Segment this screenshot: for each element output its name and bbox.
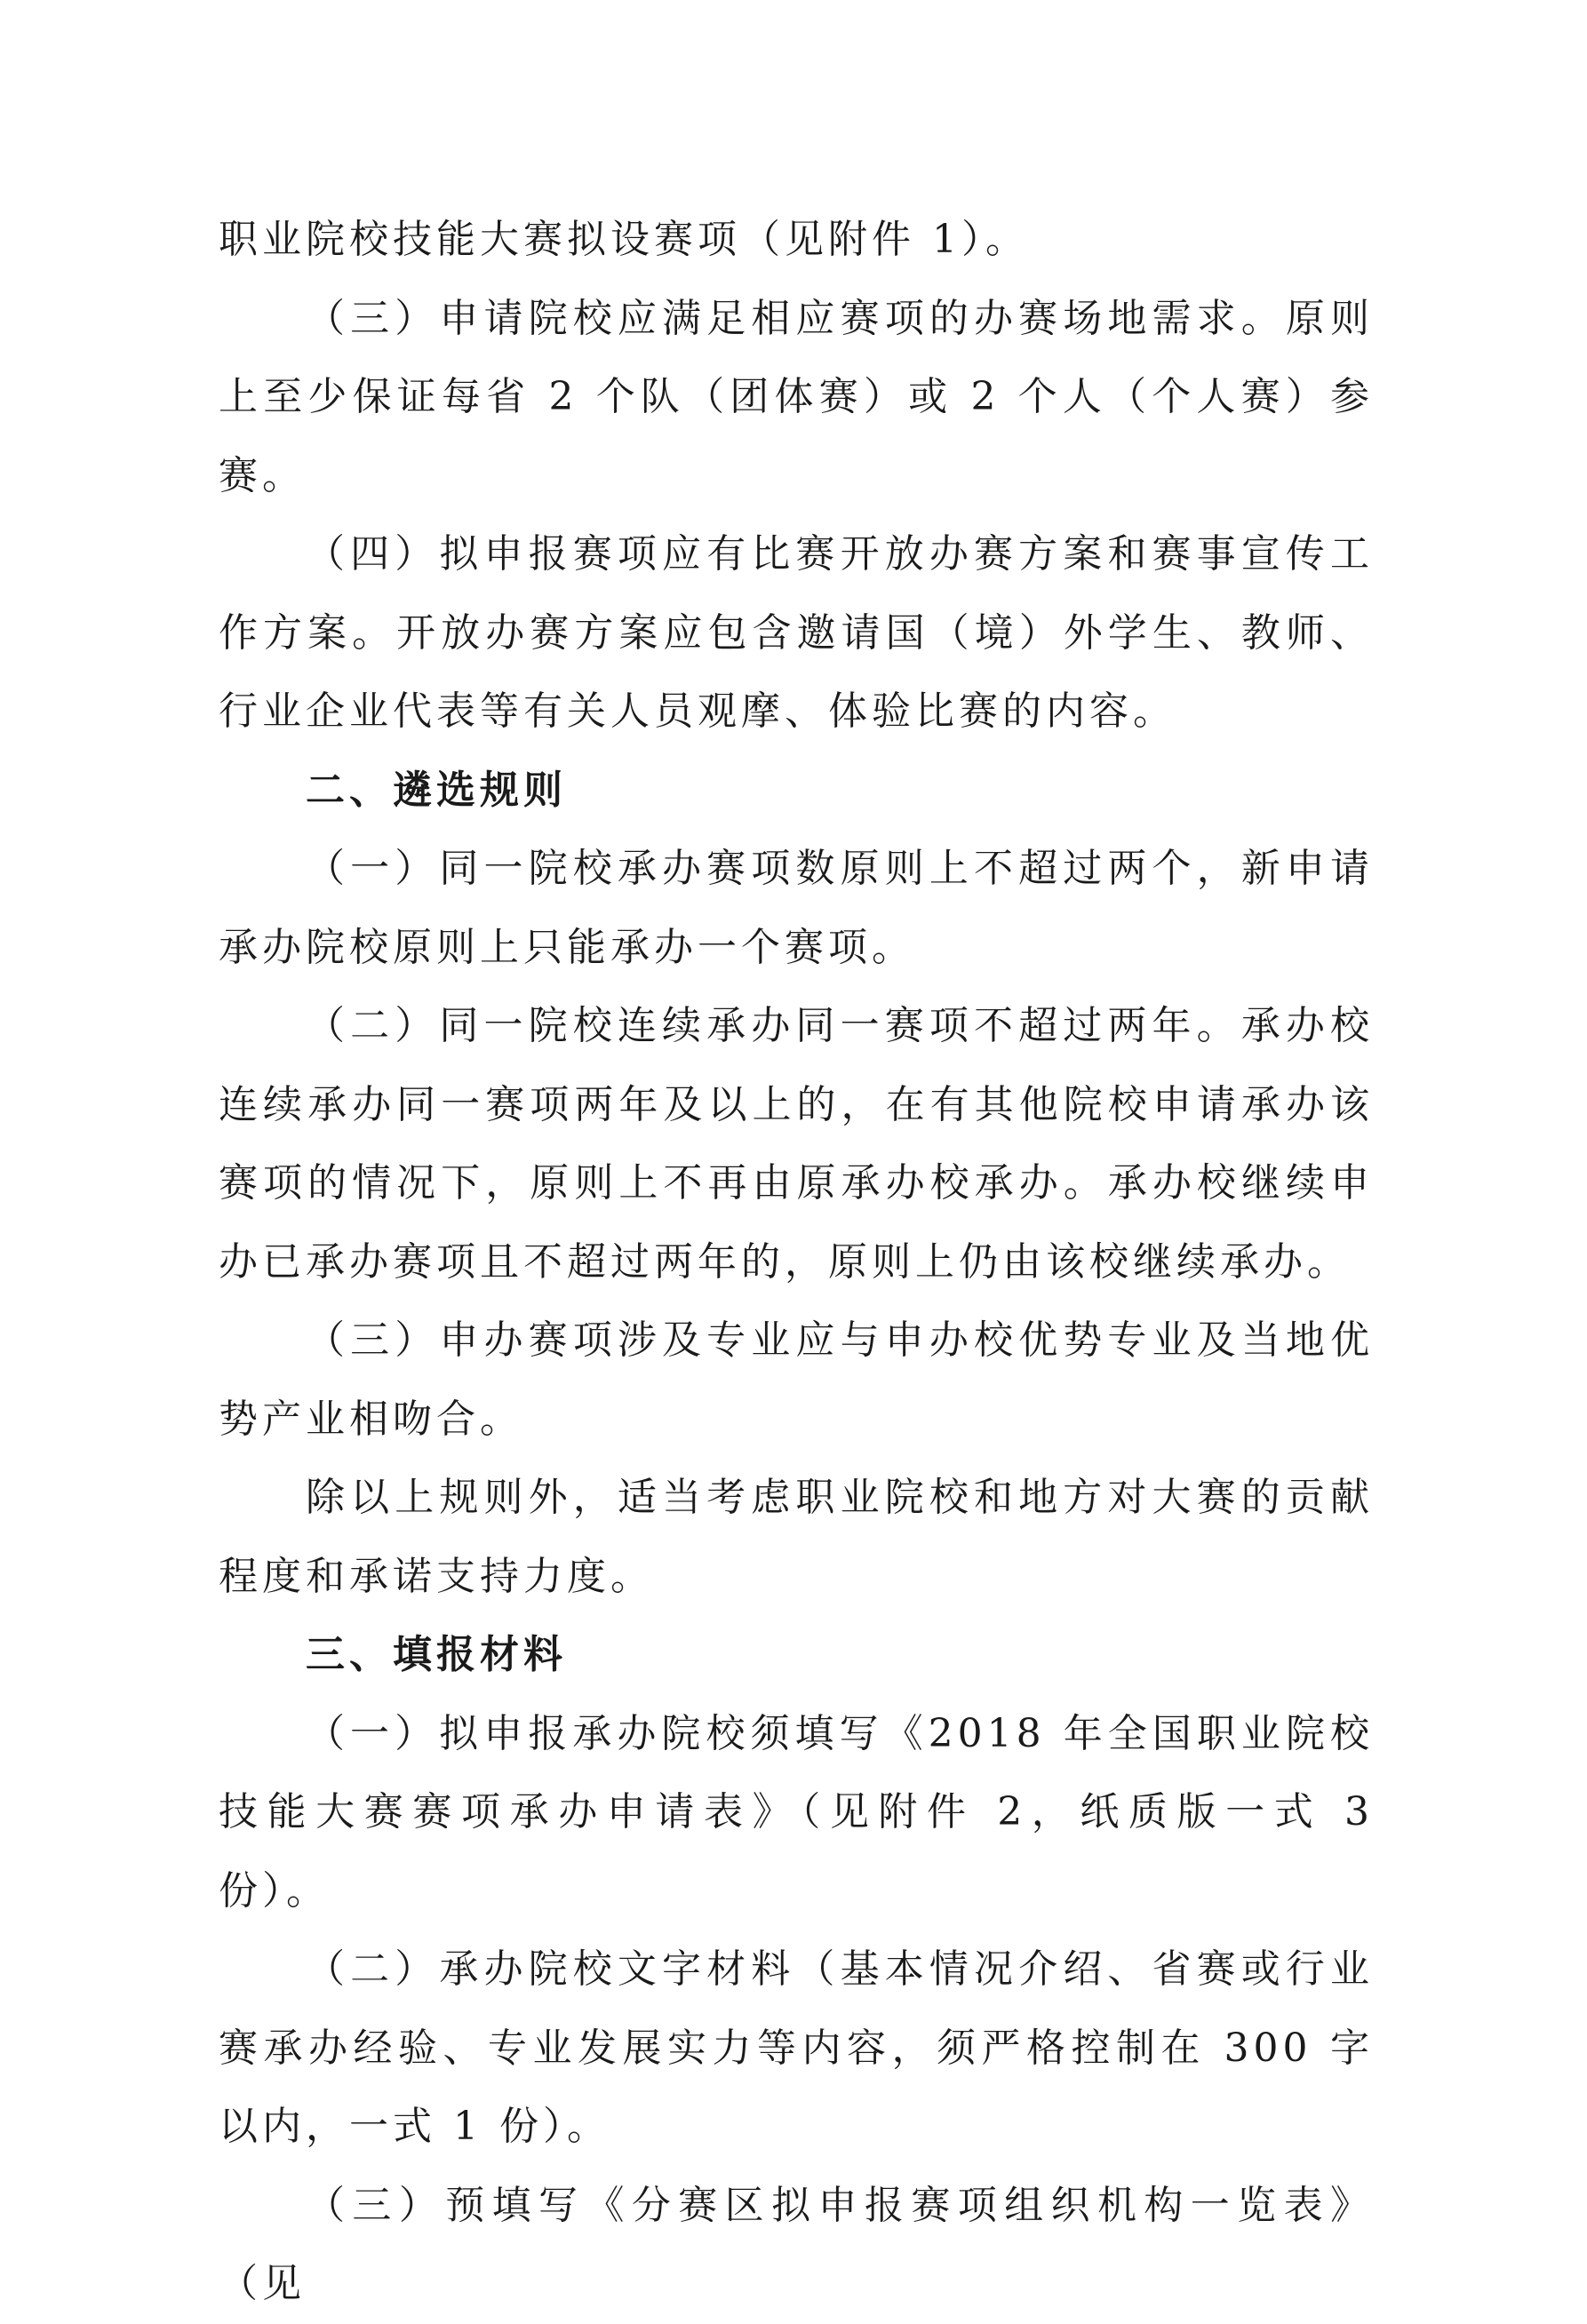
paragraph-rule-2: （二）同一院校连续承办同一赛项不超过两年。承办校连续承办同一赛项两年及以上的，在有其他院校申请承办该赛项的情况下，原则上不再由原承办校承办。承办校继续申办已承办赛项且不超过两年的，原则上仍由该校继续承办。: [219, 1003, 1374, 1285]
paragraph-material-3: （三）预填写《分赛区拟申报赛项组织机构一览表》（见: [219, 2182, 1374, 2306]
paragraph-item-3-venue: （三）申请院校应满足相应赛项的办赛场地需求。原则上至少保证每省 2 个队（团体赛）或 2 个人（个人赛）参赛。: [219, 295, 1374, 498]
paragraph-rule-extra: 除以上规则外，适当考虑职业院校和地方对大赛的贡献程度和承诺支持力度。: [219, 1475, 1374, 1599]
paragraph-rule-1: （一）同一院校承办赛项数原则上不超过两个，新申请承办院校原则上只能承办一个赛项。: [219, 846, 1374, 970]
paragraph-material-2: （二）承办院校文字材料（基本情况介绍、省赛或行业赛承办经验、专业发展实力等内容，须严格控制在 300 字以内，一式 1 份）。: [219, 1946, 1374, 2149]
paragraph-continuation: 职业院校技能大赛拟设赛项（见附件 1）。: [219, 217, 1029, 262]
section-heading-selection-rules: 二、遴选规则: [306, 767, 567, 813]
paragraph-item-4-open-plan: （四）拟申报赛项应有比赛开放办赛方案和赛事宣传工作方案。开放办赛方案应包含邀请国（境）外学生、教师、行业企业代表等有关人员观摩、体验比赛的内容。: [219, 531, 1374, 734]
section-heading-materials: 三、填报材料: [306, 1632, 567, 1677]
document-body: [219, 201, 1374, 2324]
paragraph-material-1: （一）拟申报承办院校须填写《2018 年全国职业院校技能大赛赛项承办申请表》（见附件 2，纸质版一式 3 份）。: [219, 1710, 1374, 1914]
paragraph-rule-3: （三）申办赛项涉及专业应与申办校优势专业及当地优势产业相吻合。: [219, 1317, 1374, 1442]
